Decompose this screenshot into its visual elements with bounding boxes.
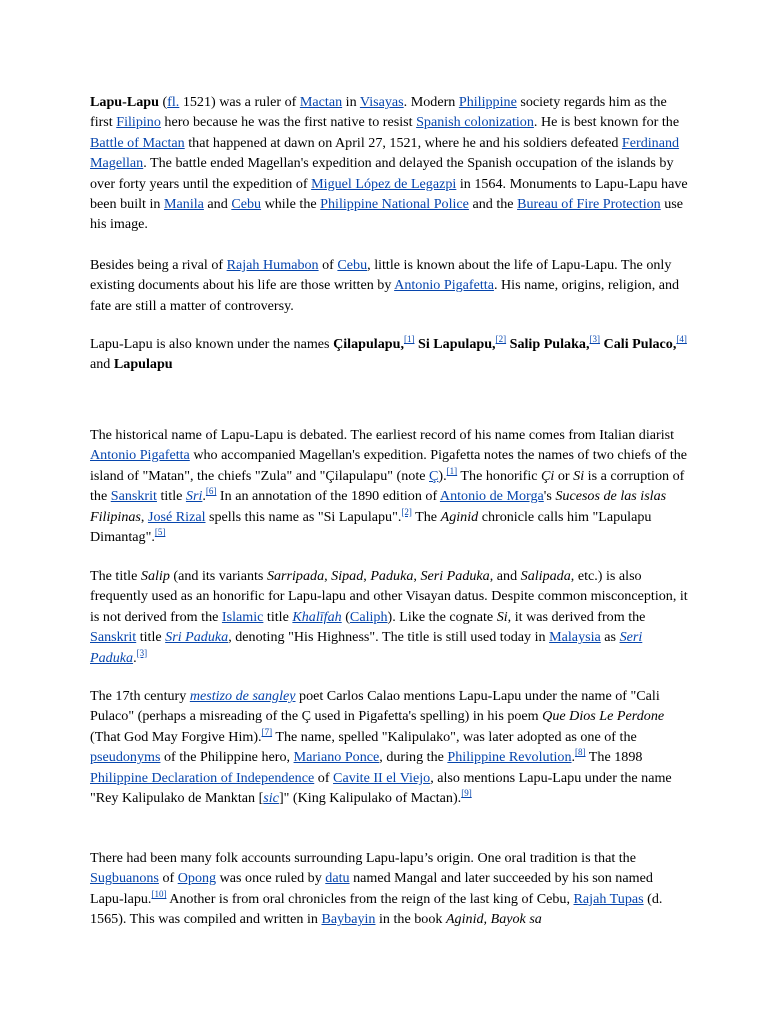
citation-link[interactable]: [9]	[461, 788, 472, 799]
link-pseudonyms[interactable]: pseudonyms	[90, 749, 161, 766]
article-paragraph: Besides being a rival of Rajah Humabon of Cebu, little is known about the life of Lapu-Lapu. The only existing documents about his life are those written by Antonio Pigafetta. His name, origins, religion, and fate are still a matter of controversy.	[90, 257, 680, 314]
link-spanish-colonization[interactable]: Spanish colonization	[416, 114, 534, 131]
link-floruit[interactable]: fl.	[167, 94, 180, 110]
link-filipino[interactable]: Filipino	[116, 114, 161, 131]
article-paragraph: There had been many folk accounts surrounding Lapu-lapu’s origin. One oral tradition is that the Sugbuanons of Opong was once ruled by datu named Mangal and later succeeded by his son named Lapu-lapu.[10] Another is from oral chronicles from the reign of the last king of Cebu, Rajah Tupas (d. 1565). This was compiled and written in Baybayin in the book Aginid, Bayok sa	[90, 850, 663, 928]
citation-link[interactable]: [3]	[136, 647, 148, 658]
link-khalifah[interactable]: Khalīfah	[292, 608, 342, 625]
link-mactan[interactable]: Mactan	[299, 94, 343, 110]
link-philippine-declaration-of-independence[interactable]: Philippine Declaration of Independence	[90, 769, 315, 786]
link-datu[interactable]: datu	[325, 870, 350, 887]
article-subject: Lapu-Lapu	[90, 94, 159, 110]
name-variant: Cali Pulaco	[603, 336, 673, 352]
link-antonio-pigafetta[interactable]: Antonio Pigafetta	[394, 277, 494, 294]
citation-link[interactable]: [1]	[446, 465, 458, 476]
link-sanskrit[interactable]: Sanskrit	[110, 488, 157, 505]
article-paragraph: The historical name of Lapu-Lapu is debated. The earliest record of his name comes from Italian diarist Antonio Pigafetta who accompanied Magellan's expedition. Pigafetta notes the names of two chiefs of the island of "Matan", the chiefs "Zula" and "Çilapulapu" (note Ç).[1] The honorific Çi or Si is a corruption of the Sanskrit title Sri.[6] In an annotation of the 1890 edition of Antonio de Morga's Sucesos de las islas Filipinas, José Rizal spells this name as "Si Lapulapu".[2] The Aginid chronicle calls him "Lapulapu Dimantag".[5]	[90, 427, 688, 546]
link-jose-rizal[interactable]: José Rizal	[147, 508, 206, 525]
link-cavite-ii-el-viejo[interactable]: Cavite II el Viejo	[333, 769, 431, 786]
link-antonio-de-morga[interactable]: Antonio de Morga	[439, 488, 544, 505]
link-manila[interactable]: Manila	[163, 196, 204, 213]
link-battle-of-mactan[interactable]: Battle of Mactan	[90, 134, 185, 151]
link-philippine-revolution[interactable]: Philippine Revolution	[447, 749, 572, 766]
link-sic[interactable]: sic	[263, 790, 279, 807]
link-rajah-humabon[interactable]: Rajah Humabon	[226, 257, 319, 273]
link-sri[interactable]: Sri	[185, 488, 203, 505]
citation-link[interactable]: [3]	[589, 334, 601, 344]
link-mestizo-de-sangley[interactable]: mestizo de sangley	[189, 688, 296, 704]
link-bureau-of-fire-protection[interactable]: Bureau of Fire Protection	[517, 196, 661, 213]
link-philippine-national-police[interactable]: Philippine National Police	[320, 196, 469, 213]
citation-link[interactable]: [1]	[403, 334, 415, 344]
link-caliph[interactable]: Caliph	[349, 608, 388, 625]
citation-link[interactable]: [6]	[205, 486, 217, 497]
citation-link[interactable]: [10]	[151, 888, 167, 899]
link-malaysia[interactable]: Malaysia	[549, 629, 601, 646]
article-paragraph: The title Salip (and its variants Sarripada, Sipad, Paduka, Seri Paduka, and Salipada, etc.) is also frequently used as an honorific for Lapu-lapu and other Visayan datus. Despite common misconception, it is not derived from the Islamic title Khalīfah (Caliph). Like the cognate Si, it was derived from the Sanskrit title Sri Paduka, denoting "His Highness". The title is still used today in Malaysia as Seri Paduka.[3]	[90, 568, 688, 666]
name-variant: Salip Pulaka	[509, 336, 586, 352]
name-variant: Çilapulapu	[333, 336, 401, 352]
citation-link[interactable]: [2]	[401, 506, 412, 517]
link-seri-paduka[interactable]: Seri Paduka	[90, 629, 643, 666]
citation-link[interactable]: [8]	[575, 747, 586, 758]
link-sanskrit[interactable]: Sanskrit	[90, 629, 137, 646]
link-opong[interactable]: Opong	[177, 870, 217, 887]
link-rajah-tupas[interactable]: Rajah Tupas	[573, 890, 644, 907]
link-miguel-lopez-de-legazpi[interactable]: Miguel López de Legazpi	[311, 175, 457, 192]
link-visayas[interactable]: Visayas	[359, 94, 404, 110]
article-paragraph: Lapu-Lapu (fl. 1521) was a ruler of Mactan in Visayas. Modern Philippine society regards him as the first Filipino hero because he was the first native to resist Spanish colonization. He is best known for the Battle of Mactan that happened at dawn on April 27, 1521, where he and his soldiers defeated Ferdinand Magellan. The battle ended Magellan's expedition and delayed the Spanish occupation of the islands by over forty years until the expedition of Miguel López de Legazpi in 1564. Monuments to Lapu-Lapu have been built in Manila and Cebu while the Philippine National Police and the Bureau of Fire Protection use his image.	[90, 94, 688, 233]
link-cebu[interactable]: Cebu	[337, 257, 368, 273]
link-ferdinand-magellan[interactable]: Ferdinand Magellan	[90, 134, 680, 172]
article-paragraph: The 17th century mestizo de sangley poet Carlos Calao mentions Lapu-Lapu under the name of "Cali Pulaco" (perhaps a misreading of the Ç used in Pigafetta's spelling) in his poem Que Dios Le Perdone (That God May Forgive Him).[7] The name, spelled "Kalipulako", was later adopted as one of the pseudonyms of the Philippine hero, Mariano Ponce, during the Philippine Revolution.[8] The 1898 Philippine Declaration of Independence of Cavite II el Viejo, also mentions Lapu-Lapu under the name "Rey Kalipulako de Manktan [sic]" (King Kalipulako of Mactan).[9]	[90, 688, 672, 807]
citation-link[interactable]: [7]	[261, 726, 273, 737]
link-mariano-ponce[interactable]: Mariano Ponce	[293, 749, 380, 766]
link-islamic[interactable]: Islamic	[221, 608, 264, 625]
citation-link[interactable]: [2]	[495, 334, 507, 344]
link-c-cedilla[interactable]: Ç	[429, 467, 439, 484]
name-variant: Si Lapulapu	[418, 336, 493, 352]
name-variant: Lapulapu	[113, 356, 173, 373]
citation-link[interactable]: [5]	[154, 527, 166, 538]
link-antonio-pigafetta[interactable]: Antonio Pigafetta	[90, 447, 190, 464]
link-sugbuanons[interactable]: Sugbuanons	[90, 870, 159, 887]
link-cebu[interactable]: Cebu	[231, 196, 262, 213]
citation-link[interactable]: [4]	[676, 334, 687, 344]
link-baybayin[interactable]: Baybayin	[321, 911, 376, 928]
link-philippine[interactable]: Philippine	[458, 94, 517, 110]
link-sri-paduka[interactable]: Sri Paduka	[165, 629, 229, 646]
article-paragraph: Lapu-Lapu is also known under the names Çilapulapu,[1] Si Lapulapu,[2] Salip Pulaka,[3] Cali Pulaco,[4] and Lapulapu	[90, 334, 687, 373]
